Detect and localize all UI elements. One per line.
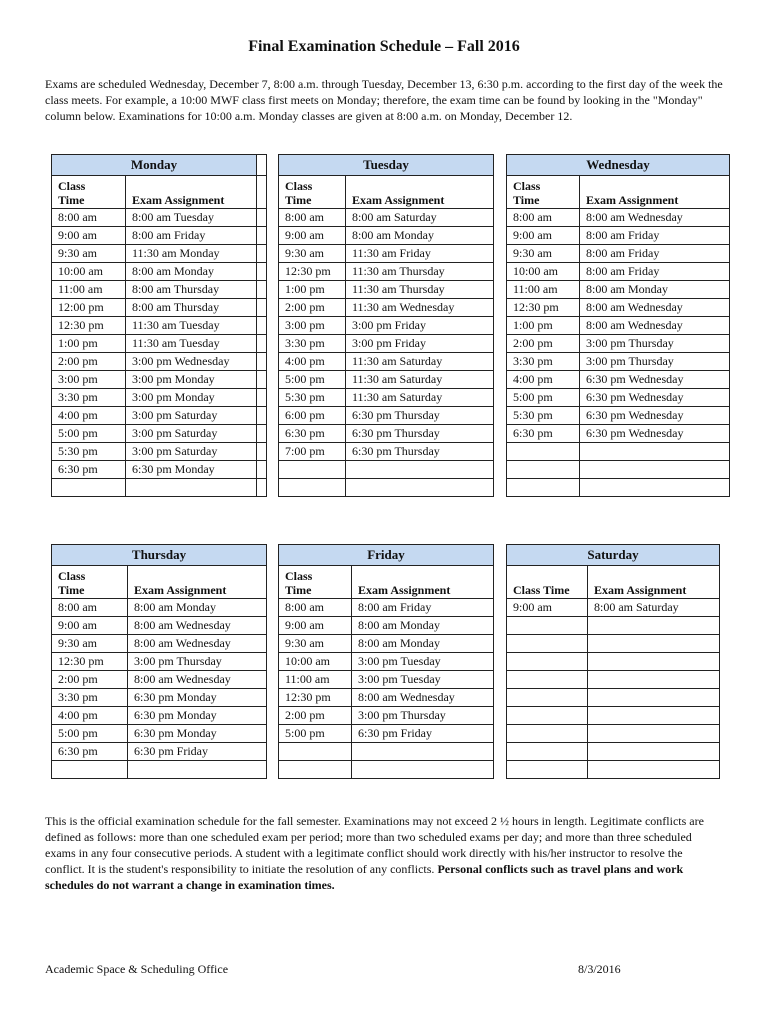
table-row [279,263,494,281]
table-row [507,743,720,761]
class-time-cell: 9:30 am [279,635,352,653]
exam-assignment-cell [580,479,730,497]
class-time-cell: 9:30 am [279,245,346,263]
tuesday-header: Tuesday [279,155,494,176]
table-row [52,245,267,263]
class-time-cell: 1:00 pm [52,335,126,353]
policy-text: This is the official examination schedule for the fall semester. Examinations may not exceed 2 ½ hours in length. Legitimate conflicts are defined as follows: more than one scheduled exam per period; more than two scheduled exams per day; and more than three scheduled exams in any four consecutive periods. A student with a legitimate conflict should work directly with his/her instructor to resolve the conflict. It is the student's responsibility to initiate the resolution of any conflicts. [45,814,704,876]
table-row [507,407,730,425]
exam-assignment-cell: 3:00 pm Tuesday [352,671,494,689]
table-row [507,317,730,335]
table-row [52,299,267,317]
table-row [52,425,267,443]
spacer-cell [257,299,267,317]
class-time-cell: 11:00 am [279,671,352,689]
table-row [52,743,267,761]
table-row [52,407,267,425]
exam-assignment-cell [352,761,494,779]
spacer-cell [257,317,267,335]
class-time-cell: 12:30 pm [279,263,346,281]
table-row [52,479,267,497]
class-time-cell [507,443,580,461]
intro-paragraph: Exams are scheduled Wednesday, December 7, 8:00 a.m. through Tuesday, December 13, 6:30 p.m. according to the first day of the week the class meets. For example, a 10:00 MWF class first meets on Monday; therefore, the exam time can be found by looking in the "Monday" column below. Examinations for 10:00 a.m. Monday classes are given at 8:00 a.m. on Monday, December 12. [45,77,723,123]
exam-assignment-cell: 6:30 pm Thursday [346,443,494,461]
table-row [507,635,720,653]
table-row [279,389,494,407]
table-row [507,227,730,245]
exam-assignment-cell: 3:00 pm Thursday [128,653,267,671]
table-row [52,335,267,353]
table-row [507,443,730,461]
table-row [279,725,494,743]
table-row [279,743,494,761]
exam-assignment-cell: 11:30 am Thursday [346,281,494,299]
class-time-cell [507,635,588,653]
exam-assignment-cell: 6:30 pm Friday [128,743,267,761]
exam-assignment-cell: 8:00 am Wednesday [128,671,267,689]
exam-assignment-cell: 8:00 am Saturday [588,599,720,617]
tuesday-table [278,154,494,497]
table-row [507,299,730,317]
table-row [507,725,720,743]
exam-assignment-cell: 6:30 pm Thursday [346,425,494,443]
exam-assignment-cell: 3:00 pm Saturday [126,443,257,461]
page-title: Final Examination Schedule – Fall 2016 [248,38,520,55]
class-time-cell: 12:30 pm [279,689,352,707]
class-time-cell: 10:00 am [507,263,580,281]
class-time-cell: 2:00 pm [507,335,580,353]
friday-table [278,544,494,779]
class-time-cell: 9:00 am [52,617,128,635]
class-time-cell [52,761,128,779]
class-time-cell: 12:30 pm [52,317,126,335]
exam-assignment-cell: 8:00 am Wednesday [128,617,267,635]
exam-assignment-cell [128,761,267,779]
class-time-cell: 9:00 am [507,227,580,245]
exam-assignment-cell [346,479,494,497]
class-time-cell: 12:30 pm [52,653,128,671]
class-time-header-line1: Class [58,179,86,193]
class-time-cell: 9:30 am [52,635,128,653]
table-row [279,335,494,353]
class-time-cell: 5:00 pm [507,389,580,407]
exam-assignment-cell [588,689,720,707]
class-time-cell: 10:00 am [279,653,352,671]
class-time-cell: 3:00 pm [52,371,126,389]
exam-assignment-cell [588,617,720,635]
monday-table [51,154,267,497]
class-time-cell: 5:30 pm [507,407,580,425]
spacer-cell [257,425,267,443]
exam-assignment-cell: 3:00 pm Saturday [126,425,257,443]
monday-header: Monday [52,155,257,176]
table-row [279,317,494,335]
exam-assignment-cell: 8:00 am Monday [352,635,494,653]
exam-assignment-cell: 3:00 pm Thursday [580,335,730,353]
class-time-header-line2: Time [285,583,312,597]
table-row [507,461,730,479]
table-row [507,689,720,707]
class-time-cell: 8:00 am [279,209,346,227]
class-time-cell [507,617,588,635]
table-row [52,671,267,689]
table-row [279,227,494,245]
class-time-cell: 2:00 pm [279,707,352,725]
thursday-table [51,544,267,779]
class-time-header-line1: Class [58,569,86,583]
table-row [279,761,494,779]
class-time-header-line2: Time [285,193,312,207]
spacer-cell [257,263,267,281]
class-time-cell: 7:00 pm [279,443,346,461]
exam-assignment-cell [588,653,720,671]
class-time-cell: 5:30 pm [52,443,126,461]
class-time-header [279,176,346,209]
class-time-cell: 8:00 am [279,599,352,617]
spacer-cell [257,227,267,245]
class-time-cell: 4:00 pm [507,371,580,389]
saturday-header: Saturday [507,545,720,566]
class-time-cell: 1:00 pm [507,317,580,335]
exam-assignment-cell: 6:30 pm Thursday [346,407,494,425]
class-time-cell [507,725,588,743]
exam-assignment-header: Exam Assignment [346,176,494,209]
class-time-cell [52,479,126,497]
spacer-cell [257,245,267,263]
table-row [507,671,720,689]
exam-assignment-header: Exam Assignment [588,566,720,599]
class-time-cell: 9:00 am [507,599,588,617]
exam-assignment-cell [580,461,730,479]
table-row [507,209,730,227]
exam-assignment-cell: 8:00 am Thursday [126,281,257,299]
exam-assignment-cell [588,707,720,725]
table-row [52,263,267,281]
class-time-cell: 10:00 am [52,263,126,281]
class-time-cell: 3:30 pm [507,353,580,371]
table-row [279,671,494,689]
class-time-cell [507,743,588,761]
spacer-cell [257,443,267,461]
exam-assignment-cell: 11:30 am Friday [346,245,494,263]
table-row [279,371,494,389]
exam-assignment-cell [588,725,720,743]
class-time-cell: 3:30 pm [52,389,126,407]
exam-assignment-cell: 6:30 pm Wednesday [580,425,730,443]
class-time-header [279,566,352,599]
exam-assignment-cell [126,479,257,497]
exam-assignment-cell: 11:30 am Saturday [346,389,494,407]
class-time-header-line2: Time [58,193,85,207]
exam-assignment-cell: 11:30 am Saturday [346,371,494,389]
table-row [507,599,720,617]
table-row [279,443,494,461]
class-time-cell: 3:00 pm [279,317,346,335]
wednesday-table [506,154,730,497]
class-time-header [52,566,128,599]
class-time-cell: 11:00 am [52,281,126,299]
class-time-header-line2: Time [58,583,85,597]
table-row [52,599,267,617]
exam-assignment-cell [580,443,730,461]
table-row [52,443,267,461]
table-row [52,353,267,371]
class-time-header-line1: Class [513,179,541,193]
exam-assignment-cell: 8:00 am Tuesday [126,209,257,227]
exam-assignment-cell: 8:00 am Saturday [346,209,494,227]
exam-assignment-cell: 11:30 am Thursday [346,263,494,281]
class-time-cell [279,461,346,479]
exam-assignment-cell: 8:00 am Thursday [126,299,257,317]
class-time-cell: 6:30 pm [52,461,126,479]
spacer-cell [257,461,267,479]
exam-assignment-cell: 3:00 pm Friday [346,317,494,335]
class-time-cell: 9:00 am [52,227,126,245]
class-time-cell [279,743,352,761]
table-row [279,653,494,671]
table-row [52,725,267,743]
class-time-cell: 9:30 am [52,245,126,263]
table-row [507,263,730,281]
exam-assignment-cell: 3:00 pm Tuesday [352,653,494,671]
table-row [279,281,494,299]
exam-assignment-cell: 11:30 am Saturday [346,353,494,371]
spacer-cell [257,407,267,425]
table-row [507,479,730,497]
exam-assignment-cell: 8:00 am Friday [580,245,730,263]
exam-assignment-cell: 6:30 pm Friday [352,725,494,743]
table-row [52,617,267,635]
class-time-cell: 8:00 am [52,209,126,227]
class-time-cell: 2:00 pm [279,299,346,317]
table-row [507,707,720,725]
exam-assignment-cell: 6:30 pm Wednesday [580,371,730,389]
exam-assignment-cell [588,761,720,779]
class-time-cell: 12:30 pm [507,299,580,317]
exam-assignment-cell: 8:00 am Monday [346,227,494,245]
exam-assignment-header: Exam Assignment [126,176,257,209]
class-time-cell: 3:30 pm [52,689,128,707]
class-time-cell: 8:00 am [52,599,128,617]
class-time-cell: 5:00 pm [52,425,126,443]
exam-assignment-cell: 11:30 am Tuesday [126,317,257,335]
exam-assignment-cell: 6:30 pm Monday [126,461,257,479]
table-row [52,317,267,335]
friday-header: Friday [279,545,494,566]
table-row [507,761,720,779]
class-time-cell [507,479,580,497]
table-row [52,227,267,245]
spacer-cell [257,155,267,176]
exam-assignment-cell: 8:00 am Wednesday [580,209,730,227]
table-row [507,389,730,407]
class-time-cell [279,761,352,779]
exam-assignment-cell: 3:00 pm Saturday [126,407,257,425]
class-time-cell: 8:00 am [507,209,580,227]
table-row [279,617,494,635]
spacer-cell [257,353,267,371]
class-time-cell: 11:00 am [507,281,580,299]
class-time-cell: 4:00 pm [52,407,126,425]
exam-assignment-cell: 8:00 am Friday [126,227,257,245]
table-row [507,353,730,371]
class-time-cell [279,479,346,497]
class-time-cell: 6:30 pm [52,743,128,761]
class-time-cell: 6:00 pm [279,407,346,425]
exam-assignment-cell: 11:30 am Wednesday [346,299,494,317]
spacer-cell [257,335,267,353]
table-row [52,389,267,407]
table-row [507,653,720,671]
exam-assignment-cell: 8:00 am Wednesday [128,635,267,653]
class-time-cell: 9:00 am [279,227,346,245]
exam-assignment-cell: 8:00 am Monday [128,599,267,617]
table-row [52,707,267,725]
exam-assignment-cell: 6:30 pm Monday [128,707,267,725]
policy-paragraph [45,813,723,893]
class-time-cell: 6:30 pm [279,425,346,443]
class-time-cell: 12:00 pm [52,299,126,317]
table-row [279,689,494,707]
policy-bold-text: Personal conflicts such as travel plans and work schedules do not warrant a change in examination times. [45,862,684,892]
class-time-cell [507,707,588,725]
class-time-header-line1: Class [285,569,313,583]
class-time-cell [507,689,588,707]
class-time-cell: 5:00 pm [52,725,128,743]
exam-assignment-cell: 8:00 am Wednesday [580,299,730,317]
class-time-cell: 4:00 pm [52,707,128,725]
class-time-header-line1: Class [285,179,313,193]
table-row [279,635,494,653]
document-date: 8/3/2016 [578,962,621,976]
exam-assignment-cell: 11:30 am Tuesday [126,335,257,353]
class-time-header-line2: Time [513,193,540,207]
spacer-cell [257,209,267,227]
office-name: Academic Space & Scheduling Office [45,962,229,976]
class-time-cell [507,653,588,671]
table-row [52,635,267,653]
spacer-cell [257,479,267,497]
exam-assignment-cell: 6:30 pm Monday [128,725,267,743]
table-row [52,281,267,299]
table-row [507,245,730,263]
exam-assignment-cell: 8:00 am Friday [580,227,730,245]
class-time-cell: 9:00 am [279,617,352,635]
table-row [279,479,494,497]
table-row [52,653,267,671]
class-time-cell: 3:30 pm [279,335,346,353]
table-row [279,599,494,617]
class-time-cell: 5:30 pm [279,389,346,407]
exam-assignment-cell: 8:00 am Monday [126,263,257,281]
exam-assignment-cell: 3:00 pm Thursday [580,353,730,371]
exam-assignment-cell: 8:00 am Wednesday [580,317,730,335]
class-time-cell: 5:00 pm [279,371,346,389]
table-row [507,335,730,353]
class-time-cell: 4:00 pm [279,353,346,371]
exam-assignment-cell: 3:00 pm Thursday [352,707,494,725]
exam-assignment-cell: 3:00 pm Wednesday [126,353,257,371]
class-time-cell: 6:30 pm [507,425,580,443]
table-row [279,353,494,371]
table-row [279,299,494,317]
table-row [52,461,267,479]
class-time-cell: 1:00 pm [279,281,346,299]
wednesday-header: Wednesday [507,155,730,176]
class-time-header: Class Time [507,566,588,599]
exam-assignment-header: Exam Assignment [580,176,730,209]
table-row [52,209,267,227]
table-row [52,761,267,779]
table-row [279,407,494,425]
exam-assignment-cell: 8:00 am Wednesday [352,689,494,707]
table-row [507,425,730,443]
exam-assignment-cell: 6:30 pm Monday [128,689,267,707]
exam-assignment-header: Exam Assignment [352,566,494,599]
saturday-table [506,544,720,779]
exam-assignment-cell [588,635,720,653]
exam-assignment-cell [352,743,494,761]
spacer-cell [257,176,267,209]
exam-assignment-cell [346,461,494,479]
table-row [507,281,730,299]
exam-assignment-cell: 3:00 pm Monday [126,371,257,389]
class-time-cell: 2:00 pm [52,353,126,371]
exam-assignment-header: Exam Assignment [128,566,267,599]
exam-assignment-cell: 8:00 am Monday [580,281,730,299]
exam-assignment-cell: 3:00 pm Monday [126,389,257,407]
table-row [279,245,494,263]
exam-assignment-cell: 8:00 am Friday [580,263,730,281]
class-time-header [507,176,580,209]
table-row [507,371,730,389]
table-row [279,461,494,479]
table-row [507,617,720,635]
table-row [52,371,267,389]
spacer-cell [257,371,267,389]
table-row [279,209,494,227]
exam-assignment-cell: 3:00 pm Friday [346,335,494,353]
spacer-cell [257,389,267,407]
table-row [52,689,267,707]
exam-assignment-cell: 8:00 am Monday [352,617,494,635]
class-time-cell: 9:30 am [507,245,580,263]
spacer-cell [257,281,267,299]
class-time-cell [507,671,588,689]
table-row [279,707,494,725]
exam-assignment-cell: 6:30 pm Wednesday [580,407,730,425]
thursday-header: Thursday [52,545,267,566]
exam-assignment-cell: 8:00 am Friday [352,599,494,617]
table-row [279,425,494,443]
exam-assignment-cell [588,671,720,689]
class-time-header [52,176,126,209]
class-time-cell [507,761,588,779]
class-time-cell [507,461,580,479]
class-time-cell: 2:00 pm [52,671,128,689]
class-time-cell: 5:00 pm [279,725,352,743]
exam-assignment-cell: 6:30 pm Wednesday [580,389,730,407]
exam-assignment-cell [588,743,720,761]
exam-assignment-cell: 11:30 am Monday [126,245,257,263]
